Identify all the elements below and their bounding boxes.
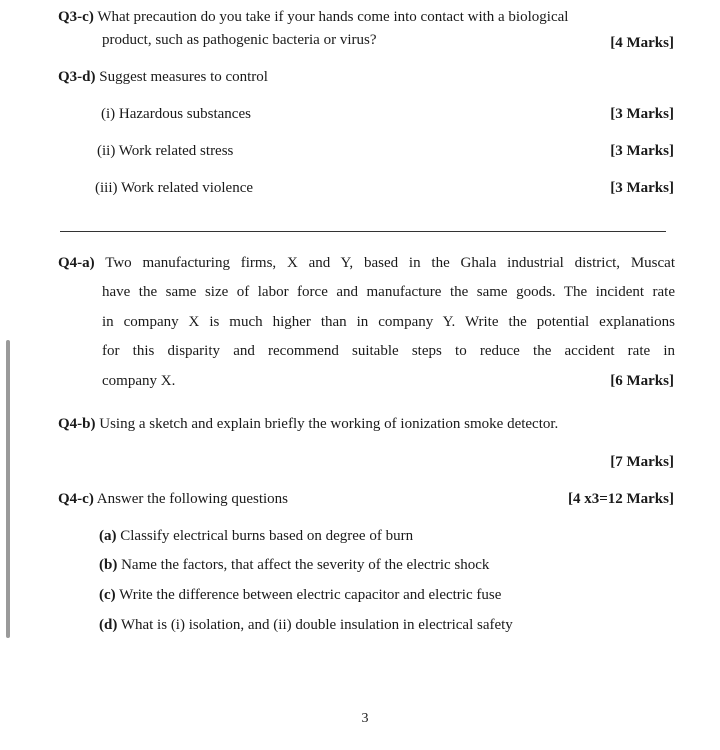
q3c-text-line1: What precaution do you take if your hands come into contact with a biological: [97, 9, 569, 25]
q3d-text: Suggest measures to control: [99, 69, 268, 85]
q4a-text-line5: company X.: [102, 373, 176, 389]
q3c-text-line2: product, such as pathogenic bacteria or virus?: [102, 32, 377, 48]
q4c-line: [58, 490, 288, 508]
q4a-text-line2: have the same size of labor force and manufacture the same goods. The incident rate: [102, 284, 675, 300]
page-number: 3: [361, 711, 369, 726]
q4c-item-b-text: Name the factors, that affect the severity of the electric shock: [121, 557, 490, 573]
q4c-item-d-text: What is (i) isolation, and (ii) double insulation in electrical safety: [120, 617, 513, 633]
q4a-text-line4: for this disparity and recommend suitable steps to reduce the accident rate in: [102, 343, 675, 359]
q3d-line: [58, 68, 268, 86]
q3d-label: Q3-d): [58, 69, 96, 85]
q4c-text: Answer the following questions: [96, 491, 288, 507]
q3c-label: Q3-c): [58, 9, 94, 25]
q4c-item-b-label: (b): [99, 557, 118, 573]
q3d-item-2: (ii) Work related stress: [97, 143, 234, 159]
q3d-item-3-marks: [3 Marks]: [610, 180, 674, 196]
q4a-marks: [6 Marks]: [610, 373, 674, 389]
q4b-line: [58, 415, 558, 433]
scrollbar[interactable]: [6, 340, 10, 638]
q4a-line1: [58, 254, 675, 272]
q4c-item-a: [99, 527, 413, 545]
section-divider: [60, 231, 666, 232]
q3d-item-1: (i) Hazardous substances: [101, 106, 251, 122]
q4c-item-b: [99, 556, 489, 574]
q4c-item-a-label: (a): [99, 528, 117, 544]
q4c-item-d-label: (d): [99, 617, 118, 633]
q4b-marks: [7 Marks]: [610, 454, 674, 470]
q4c-item-c: [99, 586, 501, 604]
q4a-text-line1: Two manufacturing firms, X and Y, based in the Ghala industrial district, Muscat: [105, 255, 675, 271]
q4c-item-a-text: Classify electrical burns based on degree of burn: [120, 528, 414, 544]
q3c-line1: [58, 8, 568, 26]
q3d-item-3: (iii) Work related violence: [95, 180, 254, 196]
q3c-marks: [4 Marks]: [610, 35, 674, 51]
q4c-item-c-label: (c): [99, 587, 116, 603]
q3d-item-2-marks: [3 Marks]: [610, 143, 674, 159]
q4c-item-d: [99, 616, 513, 634]
q4c-label: Q4-c): [58, 491, 94, 507]
q3d-item-1-marks: [3 Marks]: [610, 106, 674, 122]
q4b-text: Using a sketch and explain briefly the working of ionization smoke detector.: [99, 416, 559, 432]
q4c-item-c-text: Write the difference between electric capacitor and electric fuse: [119, 587, 502, 603]
q4b-label: Q4-b): [58, 416, 96, 432]
q4a-text-line3: in company X is much higher than in company Y. Write the potential explanations: [102, 314, 675, 330]
q4a-label: Q4-a): [58, 255, 95, 271]
q4c-marks: [4 x3=12 Marks]: [567, 491, 674, 507]
